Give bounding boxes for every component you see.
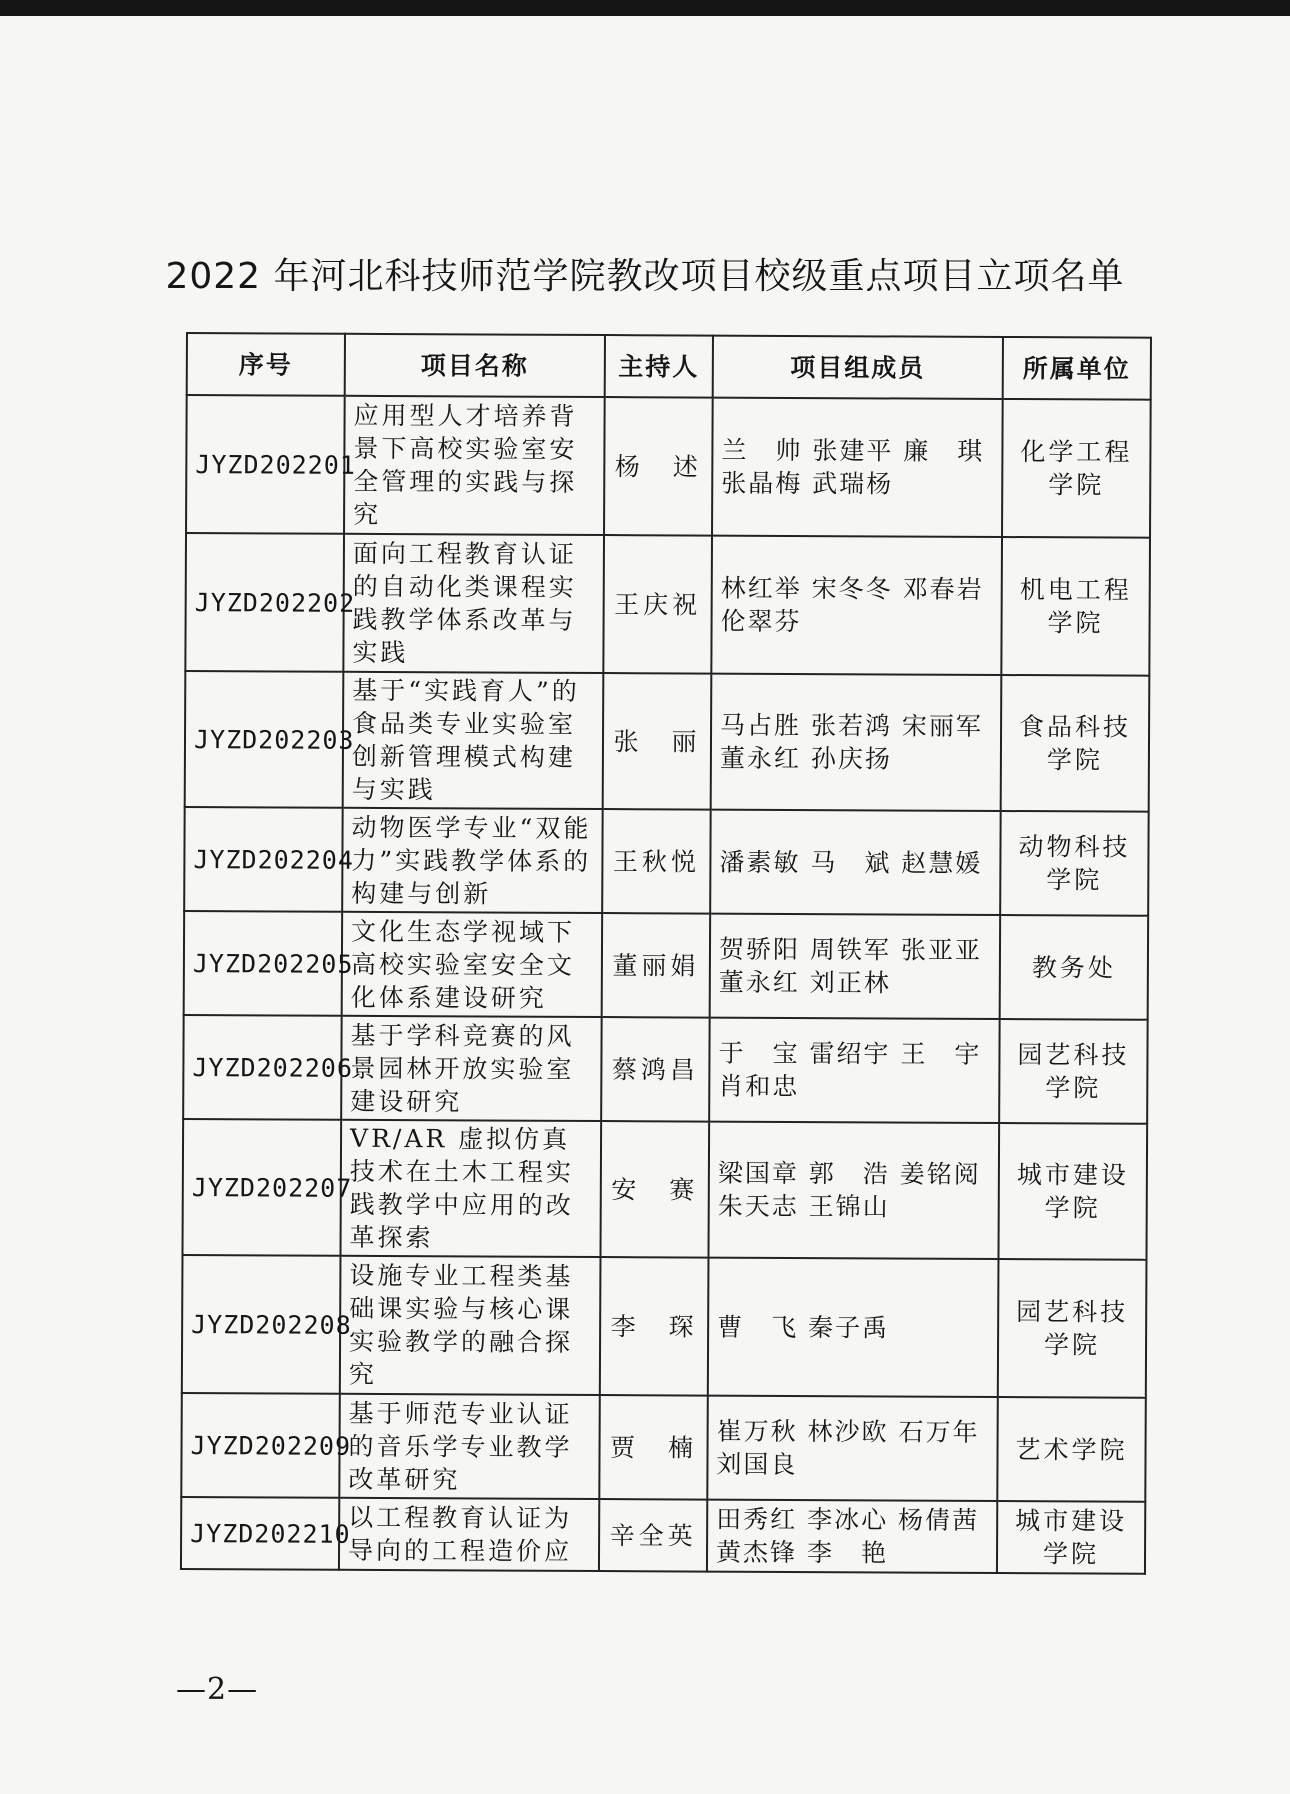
header-unit: 所属单位 <box>1003 337 1151 400</box>
project-id: JYZD202206 <box>183 1015 342 1120</box>
project-members: 田秀红 李冰心 杨倩茜 黄杰锋 李 艳 <box>707 1500 997 1573</box>
project-unit: 园艺科技 学院 <box>999 1019 1148 1124</box>
project-unit: 艺术学院 <box>997 1397 1146 1502</box>
project-name: 设施专业工程类基础课实验与核心课实验教学的融合探究 <box>340 1256 601 1395</box>
project-host: 杨 述 <box>604 397 713 536</box>
project-host: 蔡鸿昌 <box>601 1017 710 1122</box>
header-members: 项目组成员 <box>713 336 1003 399</box>
project-host: 安 赛 <box>600 1121 709 1258</box>
project-id: JYZD202203 <box>185 671 344 808</box>
project-id: JYZD202205 <box>184 911 343 1016</box>
project-unit: 动物科技 学院 <box>1000 811 1149 916</box>
project-members: 曹 飞 秦子禹 <box>708 1258 999 1397</box>
project-id: JYZD202201 <box>186 395 345 534</box>
project-id: JYZD202202 <box>185 533 344 672</box>
project-name: 动物医学专业“双能力”实践教学体系的构建与创新 <box>342 808 603 913</box>
project-id: JYZD202204 <box>184 807 343 912</box>
project-name: 文化生态学视域下高校实验室安全文化体系建设研究 <box>342 912 603 1017</box>
project-host: 贾 楠 <box>599 1395 708 1500</box>
project-members: 潘素敏 马 斌 赵慧媛 <box>710 810 1001 915</box>
project-members: 贺骄阳 周铁军 张亚亚 董永红 刘正林 <box>710 914 1001 1019</box>
project-members: 马占胜 张若鸿 宋丽军 董永红 孙庆扬 <box>711 674 1002 811</box>
project-name: 应用型人才培养背景下高校实验室安全管理的实践与探究 <box>344 396 605 535</box>
table-row <box>186 395 1151 538</box>
scan-top-edge <box>0 0 1290 16</box>
table-row <box>181 1393 1145 1502</box>
project-unit: 园艺科技 学院 <box>998 1259 1147 1398</box>
table-row <box>183 1015 1147 1124</box>
table-row <box>185 671 1150 812</box>
table-header-row <box>187 333 1151 400</box>
project-host: 王庆祝 <box>603 535 712 674</box>
table-row <box>185 533 1150 676</box>
document-title: 2022 年河北科技师范学院教改项目校级重点项目立项名单 <box>165 256 1125 297</box>
table-row <box>184 911 1148 1020</box>
header-host: 主持人 <box>605 335 713 398</box>
project-members: 梁国章 郭 浩 姜铭阅 朱天志 王锦山 <box>708 1122 999 1259</box>
table-row <box>181 1497 1145 1574</box>
project-list-table <box>180 332 1152 1575</box>
table-row <box>184 807 1148 916</box>
project-name: 基于学科竞赛的风景园林开放实验室建设研究 <box>341 1016 602 1121</box>
project-members: 崔万秋 林沙欧 石万年 刘国良 <box>707 1396 998 1501</box>
project-id: JYZD202210 <box>181 1497 339 1570</box>
header-serial-number: 序号 <box>187 333 345 396</box>
project-host: 王秋悦 <box>602 809 711 914</box>
project-id: JYZD202208 <box>182 1255 341 1394</box>
project-host: 董丽娟 <box>602 913 711 1018</box>
project-id: JYZD202207 <box>182 1119 341 1256</box>
project-id: JYZD202209 <box>181 1393 340 1498</box>
header-project-name: 项目名称 <box>345 334 605 397</box>
project-name: 基于“实践育人”的食品类专业实验室创新管理模式构建与实践 <box>343 672 604 809</box>
page-number: —2— <box>176 1672 259 1707</box>
project-members: 林红举 宋冬冬 邓春岩 伦翠芬 <box>711 536 1002 675</box>
project-unit: 机电工程 学院 <box>1001 537 1150 676</box>
project-unit: 城市建设 学院 <box>998 1123 1147 1260</box>
project-unit: 食品科技 学院 <box>1001 675 1150 812</box>
project-members: 兰 帅 张建平 廉 琪 张晶梅 武瑞杨 <box>712 398 1003 537</box>
project-host: 辛全英 <box>599 1499 707 1572</box>
project-name: VR/AR 虚拟仿真技术在土木工程实践教学中应用的改革探索 <box>340 1120 601 1257</box>
project-host: 张 丽 <box>603 673 712 810</box>
project-unit: 教务处 <box>1000 915 1149 1020</box>
project-members: 于 宝 雷绍宇 王 宇 肖和忠 <box>709 1018 1000 1123</box>
project-name: 面向工程教育认证的自动化类课程实践教学体系改革与实践 <box>343 534 604 673</box>
project-unit: 化学工程 学院 <box>1002 399 1151 538</box>
project-host: 李 琛 <box>600 1257 709 1396</box>
project-name: 以工程教育认证为导向的工程造价应 <box>339 1498 599 1571</box>
table-row <box>182 1255 1147 1398</box>
table-row <box>182 1119 1147 1260</box>
project-name: 基于师范专业认证的音乐学专业教学改革研究 <box>339 1394 600 1499</box>
project-unit: 城市建设 学院 <box>997 1501 1145 1574</box>
